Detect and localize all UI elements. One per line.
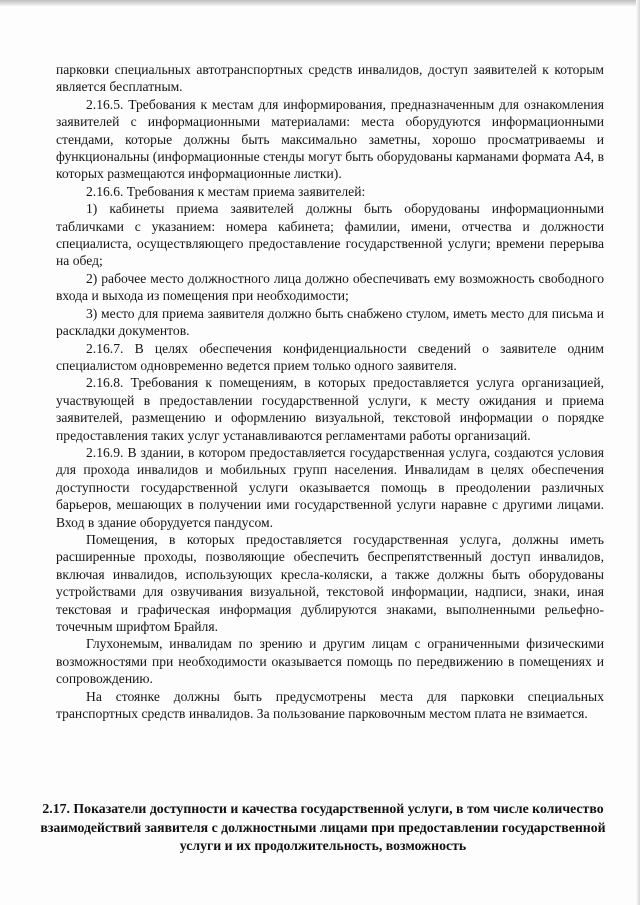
paragraph-2-16-5: 2.16.5. Требования к местам для информирования, предназначенным для ознакомления заявителей с информационными материалами: места оборудуются информационными стендами, которые должны быть максимально заметны, хорошо просматриваемы и функциональны (информационные стенды могут быть оборудованы карманами формата А4, в которых размещаются информационные листки). bbox=[56, 96, 604, 182]
paragraph-2-16-6-item-1: 1) кабинеты приема заявителей должны быть оборудованы информационными табличками с указанием: номера кабинета; фамилии, имени, отчества и должности специалиста, осуществляющего предоставление государственной услуги; времени перерыва на обед; bbox=[56, 201, 604, 269]
paragraph-parking-continuation: парковки специальных автотранспортных средств инвалидов, доступ заявителей к которым является бесплатным. bbox=[56, 62, 604, 95]
paragraph-2-16-9: 2.16.9. В здании, в котором предоставляется государственная услуга, создаются условия для прохода инвалидов и мобильных групп населения. Инвалидам в целях обеспечения доступности государственной услуги оказывается помощь в преодолении различных барьеров, мешающих в получении ими государственной услуги наравне с другими лицами. Вход в здание оборудуется пандусом. bbox=[56, 444, 604, 530]
scan-right-edge bbox=[636, 0, 640, 905]
paragraph-2-16-6-item-3: 3) место для приема заявителя должно быть снабжено стулом, иметь место для письма и раскладки документов. bbox=[56, 305, 604, 339]
paragraph-assistance: Глухонемым, инвалидам по зрению и другим лицам с ограниченными физическими возможностями при необходимости оказывается помощь по передвижению в помещениях и сопровождению. bbox=[56, 636, 604, 687]
paragraph-2-16-8: 2.16.8. Требования к помещениям, в которых предоставляется услуга организацией, участвующей в предоставлении государственной услуги, к месту ожидания и приема заявителей, размещению и оформлению визуальной, текстовой информации о порядке предоставления таких услуг устанавливаются регламентами работы организаций. bbox=[56, 375, 604, 443]
paragraph-parking: На стоянке должны быть предусмотрены места для парковки специальных транспортных средств инвалидов. За пользование парковочным местом плата не взимается. bbox=[56, 688, 604, 722]
scan-top-edge bbox=[0, 0, 640, 6]
paragraph-premises-accessibility: Помещения, в которых предоставляется государственная услуга, должны иметь расширенные проходы, позволяющие обеспечить беспрепятственный доступ инвалидов, включая инвалидов, использующих кресла-коляски, а также должны быть оборудованы устройствами для озвучивания визуальной, текстовой информации, надписи, знаки, иная текстовая и графическая информация дублируются знаками, выполненными рельефно-точечным шрифтом Брайля. bbox=[56, 531, 604, 634]
paragraph-2-16-6: 2.16.6. Требования к местам приема заявителей: bbox=[86, 183, 366, 199]
paragraph-2-16-7: 2.16.7. В целях обеспечения конфиденциальности сведений о заявителе одним специалистом одновременно ведется прием только одного заявителя. bbox=[56, 340, 604, 373]
section-heading-2-17: 2.17. Показатели доступности и качества государственной услуги, в том числе количество взаимодействий заявителя с должностными лицами при предоставлении государственной услуги и их продолжительность, возможность bbox=[40, 801, 606, 853]
body-text bbox=[56, 61, 604, 722]
paragraph-2-16-6-item-2: 2) рабочее место должностного лица должно обеспечивать ему возможность свободного входа и выхода из помещения при необходимости; bbox=[56, 270, 604, 304]
